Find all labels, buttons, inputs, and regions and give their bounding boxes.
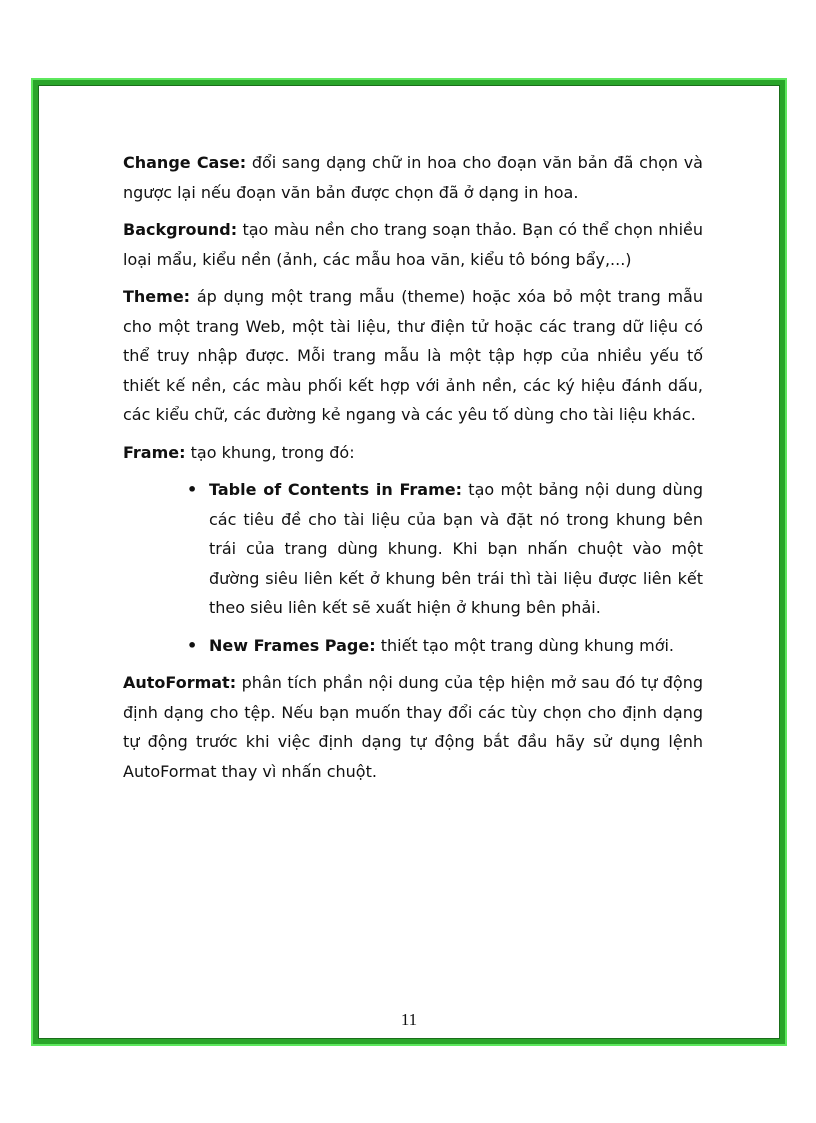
term-autoformat: AutoFormat: bbox=[123, 673, 237, 692]
term-theme: Theme: bbox=[123, 287, 191, 306]
definition-frame: tạo khung, trong đó: bbox=[190, 442, 355, 462]
definition-theme: áp dụng một trang mẫu (theme) hoặc xóa bỏ một trang mẫu cho một trang Web, một tài liệu, thư điện tử hoặc các trang dữ liệu có thể truy nhập được. Mỗi trang mẫu là một tập hợp của nhiều yếu tố thiết kế nền, các màu phối kết hợp với ảnh nền, các ký hiệu đánh dấu, các kiểu chữ, các đường kẻ ngang và các yêu tố dùng cho tài liệu khác. bbox=[123, 287, 704, 424]
list-item-new-frames-page bbox=[187, 631, 703, 661]
frame-options-list bbox=[123, 475, 703, 660]
bullet-icon: • bbox=[187, 480, 198, 499]
page-border bbox=[31, 78, 787, 1046]
definition-table-of-contents-in-frame: tạo một bảng nội dung dùng các tiêu đề cho tài liệu của bạn và đặt nó trong khung bên trái của trang dùng khung. Khi bạn nhấn chuột vào một đường siêu liên kết ở khung bên trái thì tài liệu được liên kết theo siêu liên kết sẽ xuất hiện ở khung bên phải. bbox=[209, 480, 704, 617]
definition-change-case: đổi sang dạng chữ in hoa cho đoạn văn bản đã chọn và ngược lại nếu đoạn văn bản được chọn đã ở dạng in hoa. bbox=[123, 153, 703, 202]
paragraph-change-case bbox=[123, 148, 703, 207]
list-item-table-of-contents bbox=[187, 475, 704, 623]
bullet-icon: • bbox=[187, 635, 198, 655]
paragraph-background bbox=[123, 215, 703, 274]
term-new-frames-page: New Frames Page: bbox=[209, 635, 376, 655]
paragraph-frame bbox=[123, 438, 703, 468]
term-background: Background: bbox=[123, 220, 238, 239]
term-frame: Frame: bbox=[123, 442, 186, 462]
definition-background: tạo màu nền cho trang soạn thảo. Bạn có thể chọn nhiều loại mẩu, kiểu nền (ảnh, các mẫu hoa văn, kiểu tô bóng bẩy,...) bbox=[123, 220, 703, 269]
term-change-case: Change Case: bbox=[123, 153, 247, 172]
paragraph-autoformat bbox=[123, 668, 703, 786]
page-area bbox=[38, 85, 780, 1039]
term-table-of-contents-in-frame: Table of Contents in Frame: bbox=[209, 480, 463, 499]
page-number: 11 bbox=[400, 1010, 418, 1029]
definition-new-frames-page: thiết tạo một trang dùng khung mới. bbox=[380, 635, 675, 655]
definition-autoformat: phân tích phần nội dung của tệp hiện mở sau đó tự động định dạng cho tệp. Nếu bạn muốn thay đổi các tùy chọn cho định dạng tự động trước khi việc định dạng tự động bắt đầu hãy sử dụng lệnh AutoFormat thay vì nhấn chuột. bbox=[123, 673, 704, 781]
page-content bbox=[123, 148, 703, 794]
paragraph-theme bbox=[123, 282, 703, 430]
